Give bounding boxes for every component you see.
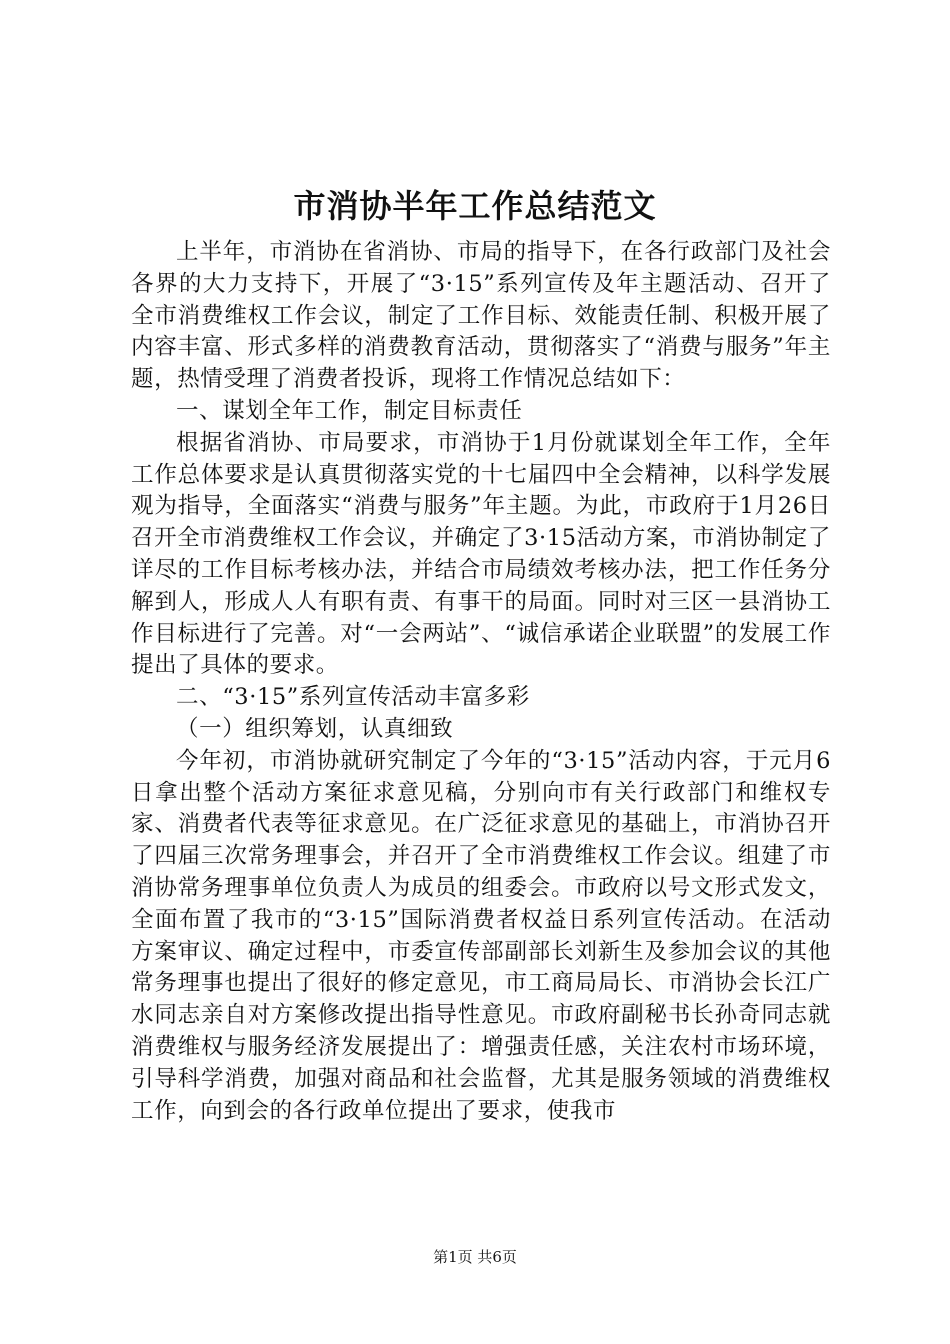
document-title: 市消协半年工作总结范文 — [293, 187, 657, 225]
subsection-heading-1: （一）组织筹划，认真细致 — [176, 715, 454, 742]
section-heading-1: 一、谋划全年工作，制定目标责任 — [176, 397, 523, 424]
subsection-1-paragraph: 今年初，市消协就研究制定了今年的“3·15”活动内容，于元月6日拿出整个活动方案征求意见稿，分别向市有关行政部门和维权专家、消费者代表等征求意见。在广泛征求意见的基础上，市消协召开了四届三次常务理事会，并召开了全市消费维权工作会议。组建了市消协常务理事单位负责人为成员的组委会。市政府以号文形式发文，全面布置了我市的“3·15”国际消费者权益日系列宣传活动。在活动方案审议、确定过程中，市委宣传部副部长刘新生及参加会议的其他常务理事也提出了很好的修定意见，市工商局局长、市消协会长江广水同志亲自对方案修改提出指导性意见。市政府副秘书长孙奇同志就消费维权与服务经济发展提出了：增强责任感，关注农村市场环境，引导科学消费，加强对商品和社会监督，尤其是服务领域的消费维权工作，向到会的各行政单位提出了要求，使我市 — [131, 747, 831, 1124]
section-1-paragraph: 根据省消协、市局要求，市消协于1月份就谋划全年工作，全年工作总体要求是认真贯彻落实党的十七届四中全会精神，以科学发展观为指导，全面落实“消费与服务”年主题。为此，市政府于1月26日召开全市消费维权工作会议，并确定了3·15活动方案，市消协制定了详尽的工作目标考核办法，并结合市局绩效考核办法，把工作任务分解到人，形成人人有职有责、有事干的局面。同时对三区一县消协工作目标进行了完善。对“一会两站”、“诚信承诺企业联盟”的发展工作提出了具体的要求。 — [131, 429, 831, 679]
intro-paragraph: 上半年，市消协在省消协、市局的指导下，在各行政部门及社会各界的大力支持下，开展了“3·15”系列宣传及年主题活动、召开了全市消费维权工作会议，制定了工作目标、效能责任制、积极开展了内容丰富、形式多样的消费教育活动，贯彻落实了“消费与服务”年主题，热情受理了消费者投诉，现将工作情况总结如下： — [131, 239, 831, 393]
document-body — [131, 237, 831, 1127]
section-heading-2: 二、“3·15”系列宣传活动丰富多彩 — [176, 684, 530, 711]
page-number-footer: 第1页 共6页 — [433, 1248, 517, 1266]
